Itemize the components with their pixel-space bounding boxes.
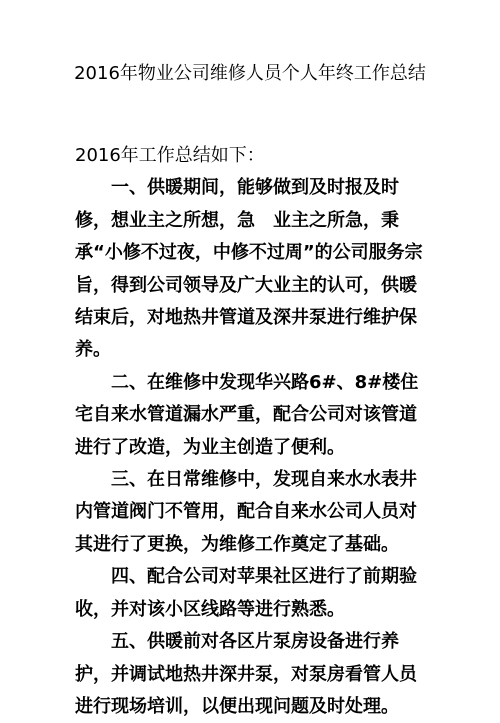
paragraph-3: 三、在日常维修中，发现自来水水表井内管道阀门不管用，配合自来水公司人员对其进行了更换，为维修工作奠定了基础。 <box>75 469 417 555</box>
paragraph-5: 五、供暖前对各区片泵房设备进行养护，并调试地热井深井泵，对泵房看管人员进行现场培训，以便出现问题及时处理。 <box>75 631 417 717</box>
document-body <box>75 140 425 723</box>
paragraph-2: 二、在维修中发现华兴路6#、8#楼住宅自来水管道漏水严重，配合公司对该管道进行了改造，为业主创造了便利。 <box>75 371 419 458</box>
paragraph-1: 一、供暖期间，能够做到及时报及时修，想业主之所想，急 业主之所急，秉承“小修不过夜，中修不过周”的公司服务宗旨，得到公司领导及广大业主的认可，供暖结束后，对地热井管道及深井泵进行维护保养。 <box>75 177 423 361</box>
paragraph-4: 四、配合公司对苹果社区进行了前期验收，并对该小区线路等进行熟悉。 <box>75 566 417 620</box>
document-title: 2016年物业公司维修人员个人年终工作总结 <box>74 63 426 84</box>
intro-line: 2016年工作总结如下： <box>75 145 265 166</box>
